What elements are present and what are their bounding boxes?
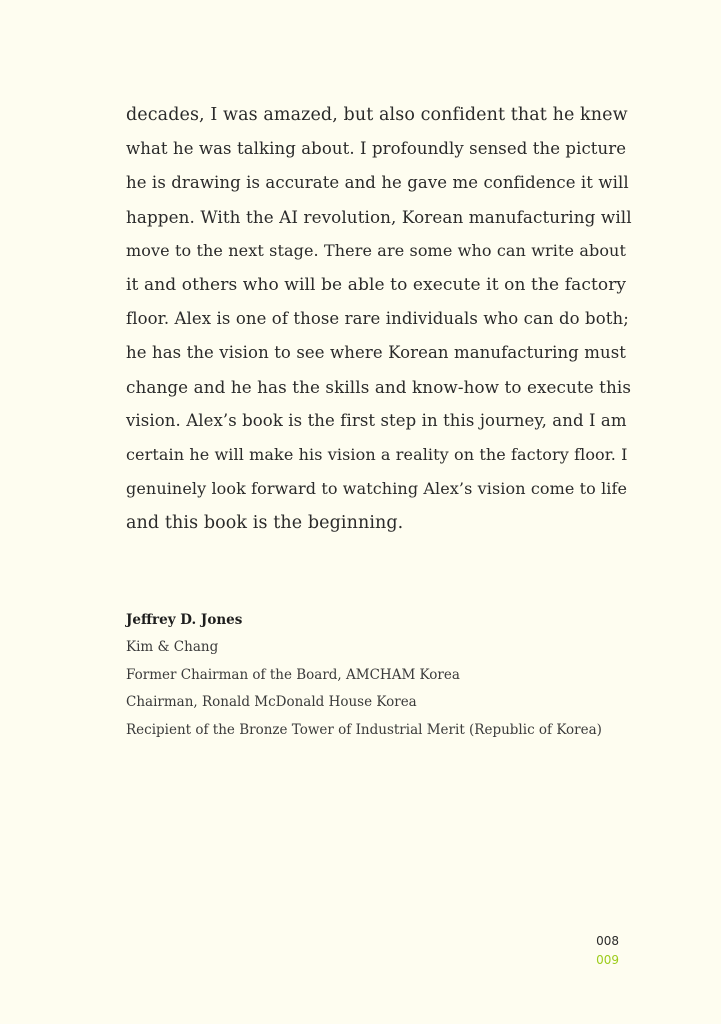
signature-name: Jeffrey D. Jones <box>126 612 243 628</box>
body-line: certain he will make his vision a reality on the factory floor. I <box>126 445 628 464</box>
body-line: what he was talking about. I profoundly sensed the picture <box>126 139 627 158</box>
body-line: genuinely look forward to watching Alex’s vision come to life <box>126 479 628 498</box>
body-line: and this book is the beginning. <box>126 513 404 533</box>
signature-title: Chairman, Ronald McDonald House Korea <box>126 694 417 710</box>
body-paragraph <box>126 98 632 540</box>
body-line: it and others who will be able to execute it on the factory <box>126 275 627 295</box>
page-number-left: 008 <box>596 934 619 948</box>
signature-honor: Recipient of the Bronze Tower of Industrial Merit (Republic of Korea) <box>126 721 602 738</box>
page-numbers <box>596 932 619 970</box>
body-line: change and he has the skills and know-how to execute this <box>126 377 632 397</box>
signature-affiliation: Kim & Chang <box>126 639 219 655</box>
body-line: happen. With the AI revolution, Korean manufacturing will <box>126 207 632 227</box>
body-line: he has the vision to see where Korean manufacturing must <box>126 343 626 362</box>
signature-block <box>126 607 646 744</box>
page-number-right: 009 <box>596 953 619 967</box>
body-line: he is drawing is accurate and he gave me confidence it will <box>126 173 629 192</box>
body-line: decades, I was amazed, but also confident that he knew <box>126 105 628 125</box>
signature-title: Former Chairman of the Board, AMCHAM Korea <box>126 666 460 683</box>
body-line: vision. Alex’s book is the first step in this journey, and I am <box>126 411 627 430</box>
body-line: floor. Alex is one of those rare individuals who can do both; <box>126 309 629 328</box>
body-line: move to the next stage. There are some who can write about <box>126 241 626 260</box>
